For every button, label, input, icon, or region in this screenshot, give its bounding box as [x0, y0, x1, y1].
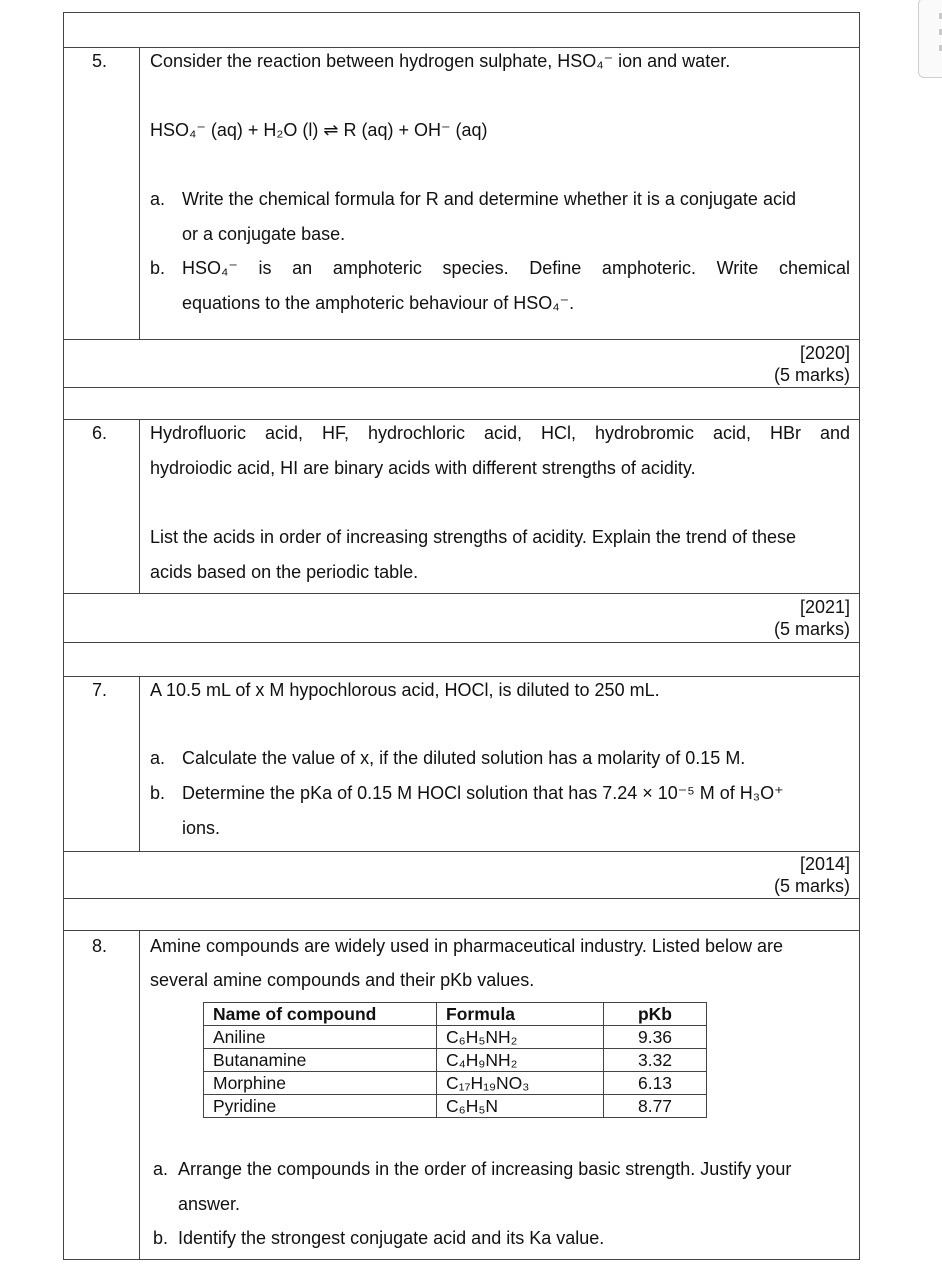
question-number: 8.	[92, 936, 108, 956]
chemical-equation: HSO₄⁻ (aq) + H₂O (l) ⇌ R (aq) + OH⁻ (aq)	[150, 120, 488, 140]
table-border	[63, 12, 860, 13]
marks: (5 marks)	[774, 876, 850, 896]
exam-year: [2021]	[799, 597, 850, 617]
marks: (5 marks)	[774, 365, 850, 385]
pkb-table	[203, 1002, 707, 1118]
table-row	[204, 1049, 707, 1072]
part-text: Determine the pKa of 0.15 M HOCl solution that has 7.24 × 10⁻⁵ M of H₃O⁺	[182, 783, 784, 803]
table-border	[63, 387, 860, 388]
part-text: or a conjugate base.	[182, 224, 346, 244]
part-text: Calculate the value of x, if the diluted solution has a molarity of 0.15 M.	[182, 748, 746, 768]
table-border	[63, 12, 64, 1260]
compound-name: Aniline	[204, 1026, 437, 1049]
part-text: answer.	[178, 1194, 241, 1214]
question-stem: A 10.5 mL of x M hypochlorous acid, HOCl, is diluted to 250 mL.	[150, 680, 660, 700]
marks: (5 marks)	[774, 619, 850, 639]
table-border	[139, 930, 140, 1259]
question-stem: Amine compounds are widely used in pharmaceutical industry. Listed below are	[150, 936, 783, 956]
question-number: 6.	[92, 423, 108, 443]
compound-pkb: 9.36	[604, 1026, 707, 1049]
table-border	[139, 676, 140, 851]
part-label: a.	[150, 748, 166, 768]
table-row	[204, 1095, 707, 1118]
part-label: b.	[150, 258, 166, 278]
part-text: Write the chemical formula for R and determine whether it is a conjugate acid	[182, 189, 796, 209]
header-pkb: pKb	[604, 1003, 707, 1026]
part-text: ions.	[182, 818, 221, 838]
part-label: a.	[153, 1159, 169, 1179]
compound-name: Pyridine	[204, 1095, 437, 1118]
compound-name: Morphine	[204, 1072, 437, 1095]
part-label: b.	[150, 783, 166, 803]
compound-pkb: 8.77	[604, 1095, 707, 1118]
compound-pkb: 6.13	[604, 1072, 707, 1095]
part-text: HSO₄⁻ is an amphoteric species. Define amphoteric. Write chemical	[182, 258, 850, 278]
table-border	[63, 593, 860, 594]
table-row	[204, 1072, 707, 1095]
question-task: List the acids in order of increasing strengths of acidity. Explain the trend of these	[150, 527, 797, 547]
question-task: acids based on the periodic table.	[150, 562, 419, 582]
question-stem: hydroiodic acid, HI are binary acids with different strengths of acidity.	[150, 458, 696, 478]
table-border	[139, 419, 140, 593]
compound-formula: C₆H₅NH₂	[437, 1026, 604, 1049]
part-label: a.	[150, 189, 166, 209]
table-border	[63, 47, 860, 48]
table-row	[204, 1026, 707, 1049]
compound-pkb: 3.32	[604, 1049, 707, 1072]
table-border	[63, 930, 860, 931]
table-border	[63, 898, 860, 899]
question-stem: several amine compounds and their pKb values.	[150, 970, 535, 990]
compound-name: Butanamine	[204, 1049, 437, 1072]
table-border	[63, 1259, 860, 1260]
question-number: 7.	[92, 680, 108, 700]
table-border	[63, 851, 860, 852]
table-border	[139, 47, 140, 339]
exam-year: [2014]	[799, 854, 850, 874]
question-stem: Hydrofluoric acid, HF, hydrochloric acid, HCl, hydrobromic acid, HBr and	[150, 423, 850, 443]
table-border	[63, 339, 860, 340]
compound-formula: C₆H₅N	[437, 1095, 604, 1118]
part-text: Identify the strongest conjugate acid and its Ka value.	[178, 1228, 605, 1248]
compound-formula: C₁₇H₁₉NO₃	[437, 1072, 604, 1095]
scroll-handle[interactable]	[918, 0, 942, 78]
table-border	[63, 642, 860, 643]
exam-year: [2020]	[799, 343, 850, 363]
header-formula: Formula	[437, 1003, 604, 1026]
table-header-row	[204, 1003, 707, 1026]
table-border	[859, 12, 860, 1260]
header-name: Name of compound	[204, 1003, 437, 1026]
compound-formula: C₄H₉NH₂	[437, 1049, 604, 1072]
question-stem: Consider the reaction between hydrogen sulphate, HSO₄⁻ ion and water.	[150, 51, 731, 71]
part-text: equations to the amphoteric behaviour of HSO₄⁻.	[182, 293, 575, 313]
question-number: 5.	[92, 51, 108, 71]
part-text: Arrange the compounds in the order of increasing basic strength. Justify your	[178, 1159, 792, 1179]
table-border	[63, 419, 860, 420]
part-label: b.	[153, 1228, 169, 1248]
table-border	[63, 676, 860, 677]
